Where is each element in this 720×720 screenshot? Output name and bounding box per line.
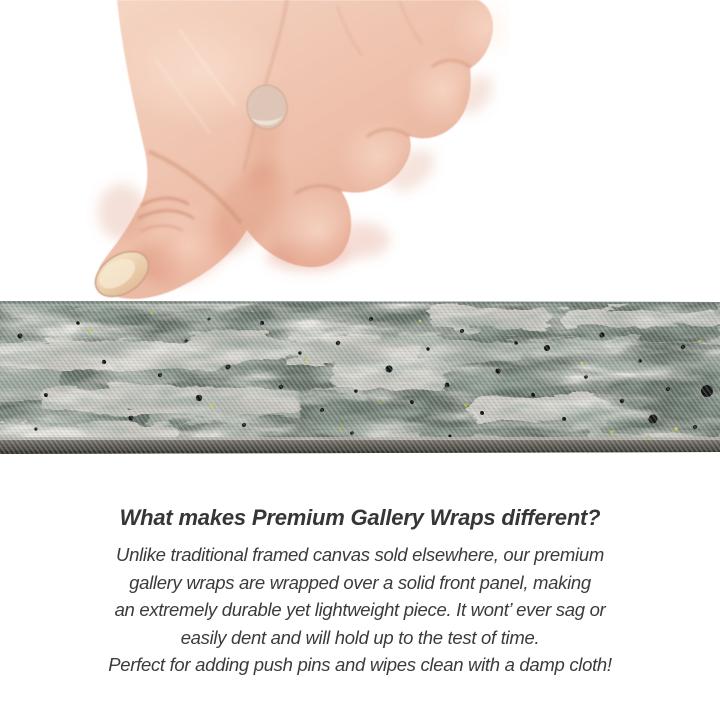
canvas-fold-edge xyxy=(0,440,720,452)
info-body-line: Perfect for adding push pins and wipes clean with a damp cloth! xyxy=(108,654,612,675)
info-body-line: Unlike traditional framed canvas sold elsewhere, our premium xyxy=(116,544,604,565)
info-body-line: gallery wraps are wrapped over a solid front panel, making xyxy=(129,571,591,593)
fold-highlight xyxy=(0,437,720,440)
hand-shape-group xyxy=(87,0,510,305)
canvas-edge-strip xyxy=(0,301,720,454)
info-text-block xyxy=(0,504,720,679)
info-heading: What makes Premium Gallery Wraps different? xyxy=(119,505,601,530)
info-body-line: easily dent and will hold up to the test of time. xyxy=(180,626,540,648)
info-body-line: an extremely durable yet lightweight piece. It wont’ ever sag or xyxy=(114,599,606,620)
hand-pressing-photo xyxy=(60,0,510,305)
canvas-texture xyxy=(0,301,720,454)
